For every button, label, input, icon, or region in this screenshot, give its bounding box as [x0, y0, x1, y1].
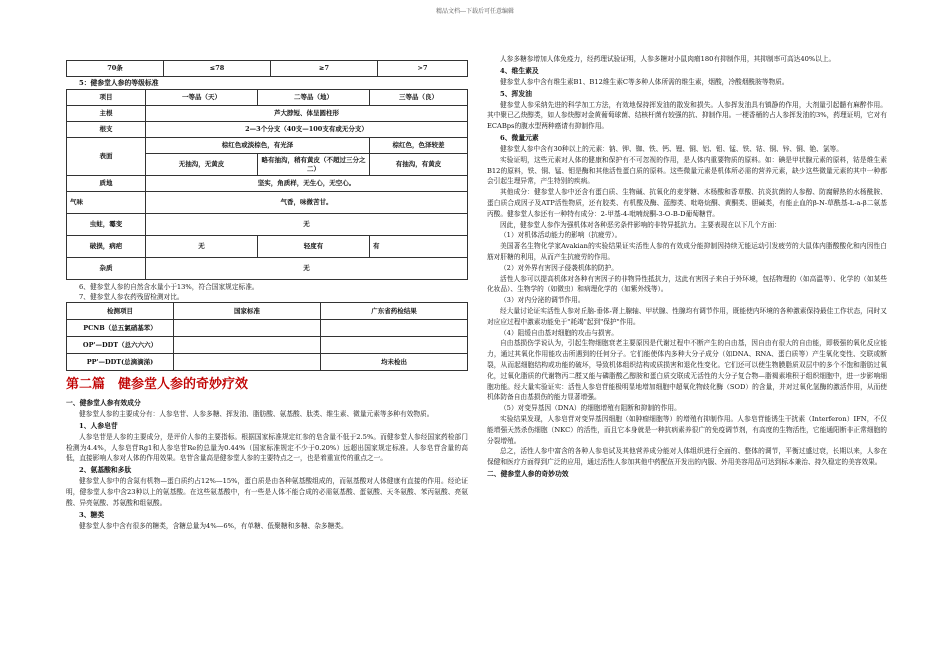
table-cell: 无 — [146, 214, 468, 236]
table-cell — [321, 337, 468, 354]
table-cell: 棕红色，色泽较差 — [370, 138, 468, 154]
paragraph: 总之，活性人参中富含的各种人参皂试及其他营养成分能对人体组织进行全面的、整体的调节，平衡过盛过衰，长期以来，人参在保健和医疗方面得到广泛的应用，通过活性人参加其他中药配伍开发出的内服、外用美容用品可达到标本兼治、持久稳定的美容效果。 — [487, 447, 887, 467]
table-cell: 略有抽沟，稍有黄皮（不超过三分之二） — [258, 154, 370, 176]
table-row — [67, 354, 468, 371]
table-cell — [321, 320, 468, 337]
paragraph: 健参堂人参的主要成分有：人参皂苷、人参多糖、挥发油、脂肪酸、氨基酸、肽类、维生素、微量元素等多种有效物质。 — [79, 410, 434, 418]
table-row — [67, 258, 468, 280]
paragraph: 人参多糖参增加人体免疫力，经药理试验证明，人参多糖对小鼠肉瘤180有抑制作用，其抑制率可高达40%以上。 — [500, 55, 836, 63]
list-item: （2）对外界有害因子侵袭机体的防护。 — [500, 263, 618, 272]
table-cell: 有 — [370, 236, 468, 258]
table-cell: 芦大脖短、体呈圆柱形 — [146, 106, 468, 122]
table-cell: PCNB（总五氯硝基苯） — [67, 320, 174, 337]
grade-table-title: 5：健参堂人参的等级标准 — [79, 79, 159, 87]
table-cell: ≤78 — [164, 61, 271, 77]
row-label: 根支 — [67, 122, 146, 138]
header-cell: 项目 — [67, 90, 146, 106]
paragraph: 健参堂人参中含有30种以上的元素：钠、钾、铷、铁、钙、锂、铜、铝、钼、锰、铁、钴、铜、锌、铜、铯、氯等。 — [500, 144, 843, 153]
table-cell: 2—3个分支（40支—100支有或无分支） — [146, 122, 468, 138]
table-cell: 70条 — [67, 61, 164, 77]
row-label: 主根 — [67, 106, 146, 122]
table-cell: 有抽沟，有黄皮 — [370, 154, 468, 176]
table-row — [67, 214, 468, 236]
table-cell: ≥7 — [271, 61, 378, 77]
table-cell: 轻度有 — [258, 236, 370, 258]
header-cell: 一等品（天） — [146, 90, 258, 106]
paragraph: 实验证明，这些元素对人体的健康和保护有不可忽视的作用，是人体内重要物质的原料。如：碘是甲状腺元素的原料，钴是维生素B12的原料，铁、铜、锰、钼是酶和其他活性蛋白质的原料。这些微量元素是机体所必需的营养元素，缺少这些微量元素的其中一种都会引起生理异常，产生特别的疾病。 — [487, 155, 887, 186]
table-cell: 无 — [146, 236, 258, 258]
pesticide-table — [66, 302, 468, 371]
section-heading: 一、健参堂人参有效成分 — [66, 399, 141, 407]
table-cell — [174, 337, 321, 354]
table-cell: PP'—DDT(总滴滴涕) — [67, 354, 174, 371]
paragraph: 健参堂人参中的含氮有机物—蛋白质约占12%—15%，蛋白质是由各种氨基酸组成的，而氨基酸对人体健康有直接的作用。经论证明，健参堂人参中含23种以上的氨基酸。在这些氨基酸中，有一些是人体不能合成的必需氨基酸、蛋氨酸、天冬氨酸、苯丙氨酸、亮氨酸、异亮氨酸、苏氨酸和组氨酸。 — [66, 477, 468, 507]
right-column — [487, 55, 887, 480]
continued-table — [66, 60, 468, 77]
list-item: （1）对机体活动能力的影响（抗疲劳）。 — [500, 231, 622, 240]
table-cell: 坚实，角质样，无生心，无空心。 — [146, 176, 468, 192]
row-label: 质地 — [67, 176, 146, 192]
list-item: （5）对变异基因（DNA）的细胞增殖有阻断和抑制的作用。 — [500, 404, 681, 413]
header-cell: 广东省药检结果 — [321, 303, 468, 320]
paragraph: 其他成分：健参堂人参中还含有蛋白质、生物碱、抗氧化的麦芽糖、木杨酸和香草酸、抗炎抗菌的人参醇、防腐解热的水杨酰胺、蛋白质合成因子及ATP活性物质，还有胶类、有机酸及酶、蓝醇类、吡咯烷酮、黄酮类、胆碱类，有能止血的β-N-草酰基-L-a-β二氨基丙酸。健参堂人参还有一种特有成分：2-甲基-4-吡喃烷酮-3-O-B-D葡萄糖苷。 — [487, 188, 887, 218]
table-cell: OP'—DDT（总六六六） — [67, 337, 174, 354]
subsection-heading: 6、微量元素 — [500, 133, 539, 142]
table-row — [67, 320, 468, 337]
table-cell — [174, 354, 321, 371]
subsection-heading: 4、维生素及 — [500, 66, 539, 75]
subsection-heading: 5、挥发油 — [500, 89, 532, 98]
subsection-heading: 3、糖类 — [79, 510, 105, 519]
part-two-title: 第二篇 健参堂人参的奇妙疗效 — [66, 377, 249, 392]
table-cell: 气香，味微苦甘。 — [146, 192, 468, 214]
table-row — [67, 106, 468, 122]
paragraph: 人参皂苷是人参的主要成分，是评价人参的主要指标。根据国家标准规定红参的皂含量不低于2.5%。而健参堂人参经国家药检部门检测为4.4%，人参皂苷Rg1和人参皂苷Re的总量为0.44%（国家标准规定不少于0.20%）远超出国家规定标准。人参皂苷含量的高低，直接影响人参对人体的作用效果。皂苷含量高是健参堂人参的主要特点之一，也是着重宣传的重点之一。 — [66, 432, 468, 463]
paragraph: 因此，健参堂人参作为强机体对各种恶劣条件影响的非特异抵抗力。主要表现在以下几个方面： — [500, 220, 781, 229]
paragraph: 活性人参可以提高机体对各种有害因子的非物异性抵抗力，这此有害因子来自于外环境，包括物理的（如高温等）、化学的（如某些化妆品）、生物学的（如微虫）和病理化学的（如紫外线等）。 — [487, 274, 887, 294]
left-column — [66, 60, 468, 531]
row-label: 破损，病疤 — [67, 236, 146, 258]
list-item: （3）对内分泌的调节作用。 — [500, 296, 585, 305]
table-cell: 无 — [146, 258, 468, 280]
table-cell — [174, 320, 321, 337]
list-item: （4）阻缓自由基对细胞的攻击与损害。 — [500, 328, 618, 337]
header-cell: 国家标准 — [174, 303, 321, 320]
grade-table — [66, 89, 468, 280]
table-header-row — [67, 303, 468, 320]
table-row — [67, 176, 468, 192]
table-row — [67, 61, 468, 77]
paragraph: 健参堂人参中含有很多的糖类，含糖总量为4%—6%，有单糖、低聚糖和多糖、杂多糖类。 — [79, 521, 348, 530]
paragraph: 自由基损伤学说认为，引起生物细胞衰老主要原因是代谢过程中不断产生的自由基，因自由有很大的自由能，即极强的氧化反应能力，通过其氧化作用能攻击所遇到的任何分子。它们能使体内多种大分子成分（如DNA、RNA、蛋白质等）产生氧化变性、交联或断裂，从而起细胞结构或功能的破坏，导致机体组织结构或质损害和退化性变化。它们还可以使生物膜脂质双层中的多个不饱和脂肪过氧化，过氧化脂质的代谢物丙二醛又能与磷脂酸乙醇胺和蛋白质交联成无活性的大分子复合物—脂褐素堆积于组织细胞中，进一步影响细胞功能。经大量实验证实：活性人参皂苷能极明显地增加细胞中超氧化物歧化酶（SOD）的含量，并对过氧化氢酶的激活作用，从而使机体防备自由基损伤的能力显著增强。 — [487, 339, 887, 402]
note-moisture: 6、健参堂人参的自然含水量小于13%，符合国家规定标准。 — [79, 283, 259, 291]
paragraph: 美国著名生物化学家Avakian的实验结果证实活性人参的有效成分能抑制因持续无能运动引发疲劳的大鼠体内脂酸酸化和内因性白筋对肝糖的利用，从而产生抗疲劳的作用。 — [487, 242, 887, 261]
table-header-row — [67, 90, 468, 106]
row-label: 气味 — [67, 192, 146, 214]
table-cell: >7 — [378, 61, 468, 77]
section-heading: 二、健参堂人参的奇妙功效 — [487, 469, 569, 478]
paragraph: 健参堂人参中含有维生素B1、B12维生素C等多种人体所需的维生素，烟酸，冷酸烟酰胺等物质。 — [500, 77, 789, 86]
note-pesticide: 7、健参堂人参农药残留检测对比。 — [79, 293, 184, 301]
header-cell: 三等品（良） — [370, 90, 468, 106]
row-label: 表面 — [67, 138, 146, 176]
table-row — [67, 236, 468, 258]
row-label: 杂质 — [67, 258, 146, 280]
subsection-heading: 2、氨基酸和多肽 — [79, 466, 132, 475]
paragraph: 经大量讨论证实活性人参对丘脑-垂体-肾上腺轴、甲状腺、性腺均有调节作用，既能使内环境的各种激素保持最佳工作状态，同时又对应应过程中激素功能免于"耗竭"起到"保护"作用。 — [487, 306, 887, 326]
table-cell: 棕红色或淡棕色，有光泽 — [146, 138, 370, 154]
row-label: 虫蛀，霉变 — [67, 214, 146, 236]
header-note: 精品文档---下载后可任意编辑 — [435, 8, 515, 15]
paragraph: 实验结果发现，人参皂苷对变异基因细胞（如肿瘤细胞等）的增殖有抑制作用。人参皂苷能诱生干扰素（Interferon）IFN，不仅能增强天然杀伤细胞（NKC）的活性，而且它本身就是一种抗病素养很广的免疫调节剂，有高度的生物活性，它能通阳断非正常细胞的分裂增殖。 — [487, 414, 887, 445]
paragraph: 健参堂人参采纳先进的科学加工方法，有效地保持挥发油的散发和损失。人参挥发油具有镇静的作用，大剂量引起髓有麻醉作用。其中聚已乙炔醇类，如人参炔醇对金黄葡萄球菌、结核杆菌有较强的抗、抑制作用。一梗香桶的占人参挥发油的3%，药理证明，它对有ECABps的腹水型两种癌请有抑制作用。 — [487, 100, 887, 131]
header-cell: 检测项目 — [67, 303, 174, 320]
table-row — [67, 138, 468, 154]
subsection-heading: 1、人参皂苷 — [79, 421, 118, 430]
table-cell: 无抽沟，无黄皮 — [146, 154, 258, 176]
table-row — [67, 192, 468, 214]
table-row — [67, 337, 468, 354]
header-cell: 二等品（地） — [258, 90, 370, 106]
table-row — [67, 122, 468, 138]
table-cell: 均未检出 — [321, 354, 468, 371]
